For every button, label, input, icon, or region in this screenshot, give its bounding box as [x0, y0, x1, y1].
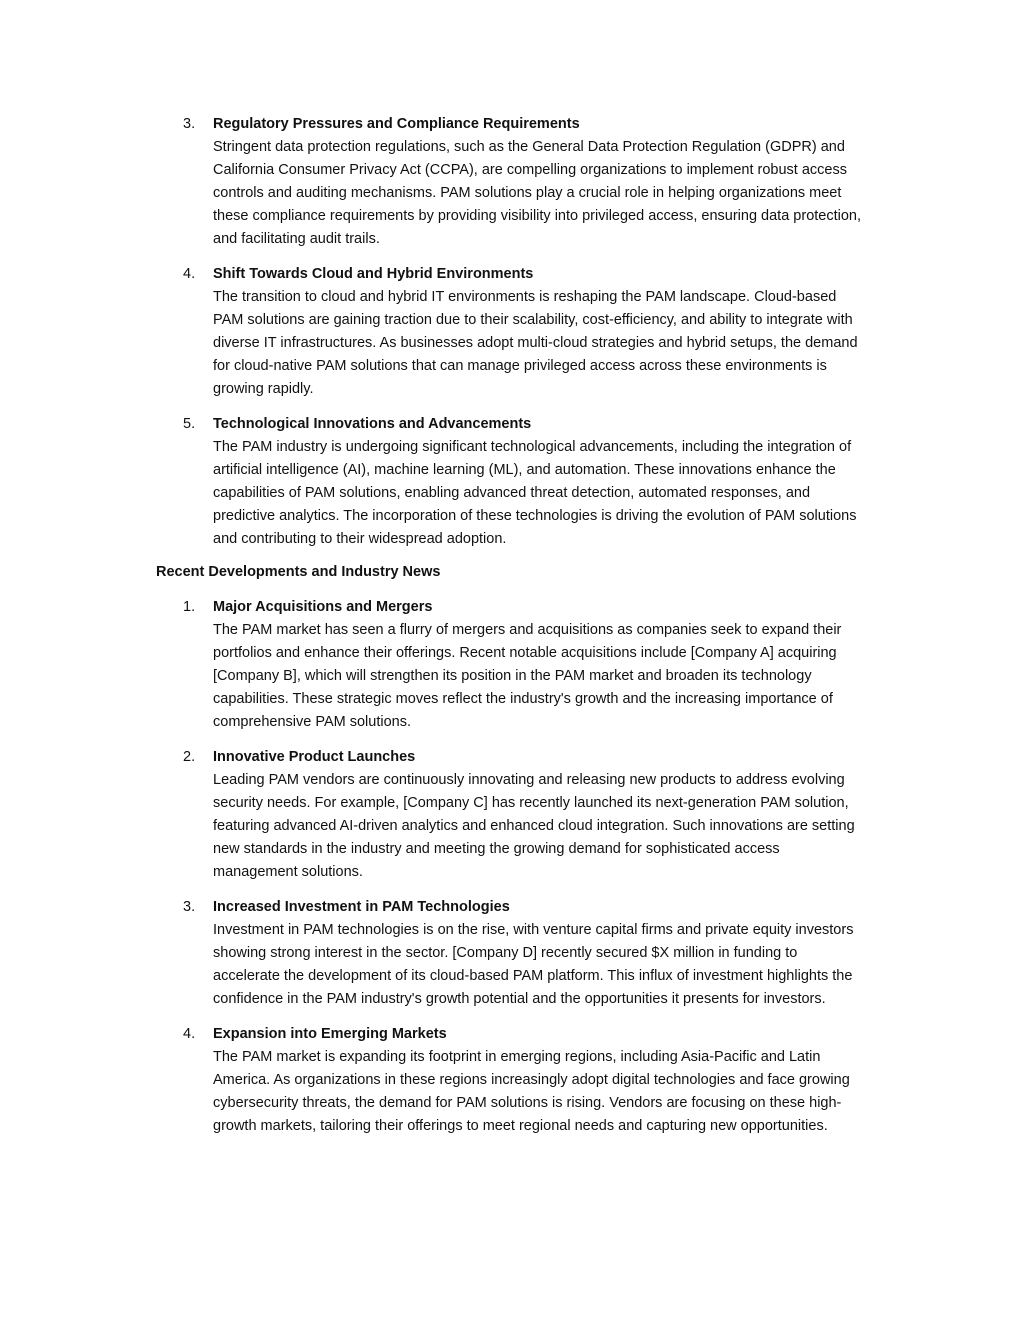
list-item-content [213, 746, 868, 884]
section-heading: Recent Developments and Industry News [156, 564, 441, 580]
list-item-title: Innovative Product Launches [213, 749, 416, 765]
list-item-number: 4. [183, 266, 196, 282]
list-item-number: 3. [183, 899, 196, 915]
list-item-title: Increased Investment in PAM Technologies [213, 899, 510, 915]
list-item-content [213, 413, 868, 551]
list-item-content [213, 596, 868, 734]
list-item-title: Expansion into Emerging Markets [213, 1026, 447, 1042]
list-item [0, 1023, 1024, 1138]
list-item-title: Technological Innovations and Advancements [213, 416, 532, 432]
developments-list [0, 596, 1024, 1150]
list-item-body: The transition to cloud and hybrid IT environments is reshaping the PAM landscape. Cloud-based PAM solutions are gaining traction due to their scalability, cost-efficiency, and ability to integrate with diverse IT infrastructures. As businesses adopt multi-cloud strategies and hybrid setups, the demand for cloud-native PAM solutions that can manage privileged access across these environments is growing rapidly. [213, 289, 858, 397]
list-item [0, 413, 1024, 551]
list-item-content [213, 113, 868, 251]
list-item [0, 263, 1024, 401]
list-item-number: 5. [183, 416, 196, 432]
list-item-content [213, 263, 868, 401]
list-item-title: Shift Towards Cloud and Hybrid Environments [213, 266, 534, 282]
list-item-body: Leading PAM vendors are continuously innovating and releasing new products to address evolving security needs. For example, [Company C] has recently launched its next-generation PAM solution, featuring advanced AI-driven analytics and enhanced cloud integration. Such innovations are setting new standards in the industry and meeting the growing demand for sophisticated access management solutions. [213, 772, 855, 880]
list-item-content [213, 1023, 868, 1138]
list-item-number: 3. [183, 116, 196, 132]
list-item-body: Stringent data protection regulations, such as the General Data Protection Regulation (GDPR) and California Consumer Privacy Act (CCPA), are compelling organizations to implement robust access controls and auditing mechanisms. PAM solutions play a crucial role in helping organizations meet these compliance requirements by providing visibility into privileged access, ensuring data protection, and facilitating audit trails. [213, 139, 862, 247]
list-item-number: 2. [183, 749, 196, 765]
list-item-body: The PAM industry is undergoing significant technological advancements, including the integration of artificial intelligence (AI), machine learning (ML), and automation. These innovations enhance the capabilities of PAM solutions, enabling advanced threat detection, automated responses, and predictive analytics. The incorporation of these technologies is driving the evolution of PAM solutions and contributing to their widespread adoption. [213, 439, 857, 547]
list-item [0, 113, 1024, 251]
list-item-number: 1. [183, 599, 196, 615]
list-item-title: Regulatory Pressures and Compliance Requirements [213, 116, 580, 132]
list-item-content [213, 896, 868, 1011]
list-item-body: The PAM market has seen a flurry of mergers and acquisitions as companies seek to expand their portfolios and enhance their offerings. Recent notable acquisitions include [Company A] acquiring [Company B], which will strengthen its position in the PAM market and broaden its technology capabilities. These strategic moves reflect the industry's growth and the increasing importance of comprehensive PAM solutions. [213, 622, 842, 730]
list-item-title: Major Acquisitions and Mergers [213, 599, 433, 615]
list-item-number: 4. [183, 1026, 196, 1042]
drivers-list [0, 113, 1024, 563]
list-item-body: The PAM market is expanding its footprint in emerging regions, including Asia-Pacific and Latin America. As organizations in these regions increasingly adopt digital technologies and face growing cybersecurity threats, the demand for PAM solutions is rising. Vendors are focusing on these high-growth markets, tailoring their offerings to meet regional needs and capturing new opportunities. [213, 1049, 850, 1134]
list-item [0, 596, 1024, 734]
list-item [0, 896, 1024, 1011]
list-item-body: Investment in PAM technologies is on the rise, with venture capital firms and private equity investors showing strong interest in the sector. [Company D] recently secured $X million in funding to accelerate the development of its cloud-based PAM platform. This influx of investment highlights the confidence in the PAM industry's growth potential and the opportunities it presents for investors. [213, 922, 854, 1007]
list-item [0, 746, 1024, 884]
